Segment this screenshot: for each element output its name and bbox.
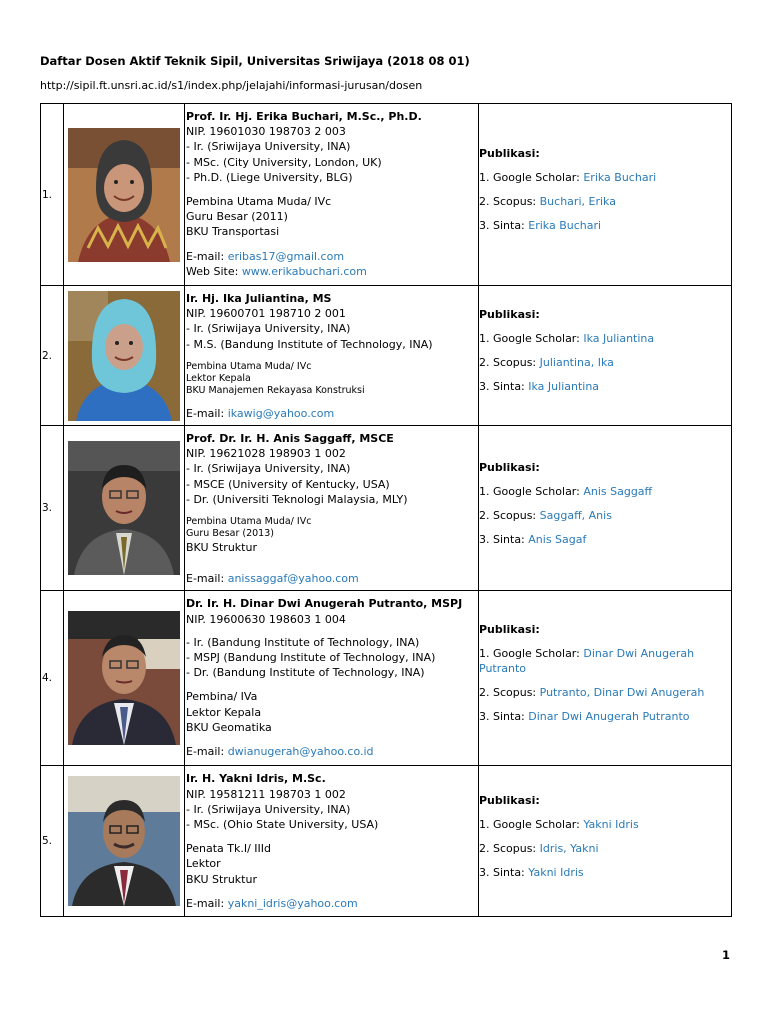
publication-heading: Publikasi: [479,308,540,321]
lecturer-nip: NIP. 19600701 198710 2 001 [186,307,346,321]
photo-cell [64,286,185,426]
publication-heading: Publikasi: [479,793,540,807]
lecturer-position: Guru Besar (2011) [186,210,288,224]
scopus-label: 2. Scopus: [479,686,540,700]
sinta-link[interactable]: Ika Juliantina [528,380,600,393]
lecturer-name: Prof. Dr. Ir. H. Anis Saggaff, MSCE [186,432,394,446]
lecturer-name: Dr. Ir. H. Dinar Dwi Anugerah Putranto, MSPJ [186,597,463,611]
website-label: Web Site: [186,264,242,278]
education-line: - Dr. (Universiti Teknologi Malaysia, MLY) [186,492,408,506]
education-line: - MSPJ (Bandung Institute of Technology, INA) [186,651,436,665]
website-link[interactable]: www.erikabuchari.com [241,264,367,278]
sinta-link[interactable]: Anis Sagaf [528,532,587,546]
scopus-link[interactable]: Idris, Yakni [539,841,599,855]
scopus-label: 2. Scopus: [479,356,540,369]
lecturer-info [185,766,479,917]
lecturer-rank: Penata Tk.I/ IIId [186,842,272,856]
email-label: E-mail: [186,745,228,759]
google-scholar-link[interactable]: Erika Buchari [583,171,657,184]
row-number: 5. [41,766,64,917]
photo-cell [64,766,185,917]
sinta-link[interactable]: Erika Buchari [528,219,602,232]
document-title: Daftar Dosen Aktif Teknik Sipil, Universitas Sriwijaya (2018 08 01) [40,54,470,68]
lecturer-bku: BKU Struktur [186,541,257,555]
education-line: - Ir. (Sriwijaya University, INA) [186,140,351,154]
lecturer-info [185,426,479,591]
education-line: - MSc. (Ohio State University, USA) [186,818,379,832]
education-line: - MSc. (City University, London, UK) [186,155,382,169]
publication-cell [479,426,732,591]
publication-cell [479,286,732,426]
email-link[interactable]: eribas17@gmail.com [227,249,345,263]
lecturer-position: Lektor Kepala [186,372,251,384]
publication-heading: Publikasi: [479,147,540,160]
publication-cell [479,104,732,286]
google-scholar-link[interactable]: Ika Juliantina [583,332,655,345]
sinta-label: 3. Sinta: [479,380,529,393]
lecturer-rank: Pembina/ IVa [186,690,258,704]
lecturer-name: Ir. H. Yakni Idris, M.Sc. [186,772,326,786]
lecturer-photo [68,611,180,745]
lecturer-rank: Pembina Utama Muda/ IVc [186,360,312,372]
scholar-label: 1. Google Scholar: [479,171,584,184]
photo-cell [64,104,185,286]
lecturer-nip: NIP. 19621028 198903 1 002 [186,447,346,461]
sinta-label: 3. Sinta: [479,219,529,232]
scholar-label: 1. Google Scholar: [479,332,584,345]
lecturer-nip: NIP. 19601030 198703 2 003 [186,125,346,139]
row-number: 1. [41,104,64,286]
publication-heading: Publikasi: [479,623,540,637]
table-row [41,104,732,286]
lecturer-bku: BKU Geomatika [186,720,272,734]
education-line: - Dr. (Bandung Institute of Technology, INA) [186,666,425,680]
education-line: - MSCE (University of Kentucky, USA) [186,477,390,491]
table-row [41,286,732,426]
google-scholar-link[interactable]: Anis Saggaff [583,484,653,498]
lecturer-info [185,104,479,286]
website-row [186,264,477,279]
lecturer-name: Prof. Ir. Hj. Erika Buchari, M.Sc., Ph.D. [186,110,422,123]
google-scholar-link[interactable]: Dinar Dwi Anugerah Putranto [479,647,695,676]
lecturer-nip: NIP. 19581211 198703 1 002 [186,787,346,801]
email-row [186,406,477,421]
education-line: - Ir. (Sriwijaya University, INA) [186,462,351,476]
email-link[interactable]: anissaggaf@yahoo.com [227,572,359,586]
lecturer-photo [68,291,180,421]
email-row [186,249,477,264]
photo-cell [64,426,185,591]
email-row [186,571,477,586]
lecturer-info [185,286,479,426]
sinta-label: 3. Sinta: [479,532,529,546]
lecturer-position: Guru Besar (2013) [186,528,274,540]
scopus-label: 2. Scopus: [479,841,540,855]
lecturer-position: Lektor [186,857,221,871]
lecturer-position: Lektor Kepala [186,705,262,719]
email-link[interactable]: ikawig@yahoo.com [227,406,335,420]
email-link[interactable]: dwianugerah@yahoo.co.id [227,745,374,759]
education-line: - Ir. (Sriwijaya University, INA) [186,802,351,816]
scopus-link[interactable]: Buchari, Erika [539,195,616,208]
lecturer-photo [68,776,180,906]
table-row [41,591,732,766]
publication-cell [479,591,732,766]
scopus-label: 2. Scopus: [479,195,540,208]
lecturer-rank: Pembina Utama Muda/ IVc [186,195,332,209]
table-row [41,426,732,591]
row-number: 2. [41,286,64,426]
email-label: E-mail: [186,249,228,263]
lecturer-nip: NIP. 19600630 198603 1 004 [186,612,346,626]
page-number: 1 [722,948,731,962]
publication-cell [479,766,732,917]
scopus-label: 2. Scopus: [479,508,540,522]
row-number: 4. [41,591,64,766]
email-label: E-mail: [186,406,228,420]
scholar-label: 1. Google Scholar: [479,484,584,498]
email-row [186,744,477,759]
lecturer-rank: Pembina Utama Muda/ IVc [186,516,312,528]
lecturer-table [40,103,732,917]
scopus-link[interactable]: Juliantina, Ika [539,356,614,369]
sinta-link[interactable]: Yakni Idris [528,865,584,879]
education-line: - Ir. (Sriwijaya University, INA) [186,322,351,336]
lecturer-bku: BKU Transportasi [186,225,280,239]
sinta-label: 3. Sinta: [479,710,529,724]
table-row [41,766,732,917]
sinta-link[interactable]: Dinar Dwi Anugerah Putranto [528,710,690,724]
email-label: E-mail: [186,896,228,910]
email-link[interactable]: yakni_idris@yahoo.com [227,896,358,910]
scholar-label: 1. Google Scholar: [479,647,584,661]
education-line: - Ir. (Bandung Institute of Technology, INA) [186,635,420,649]
education-line: - M.S. (Bandung Institute of Technology, INA) [186,337,433,351]
lecturer-photo [68,128,180,262]
lecturer-photo [68,441,180,575]
scopus-link[interactable]: Putranto, Dinar Dwi Anugerah [539,686,705,700]
publication-heading: Publikasi: [479,460,540,474]
lecturer-bku: BKU Struktur [186,872,257,886]
scholar-label: 1. Google Scholar: [479,817,584,831]
lecturer-info [185,591,479,766]
lecturer-bku: BKU Manajemen Rekayasa Konstruksi [186,384,365,396]
row-number: 3. [41,426,64,591]
sinta-label: 3. Sinta: [479,865,529,879]
email-row [186,896,477,911]
source-url[interactable]: http://sipil.ft.unsri.ac.id/s1/index.php/jelajahi/informasi-jurusan/dosen [40,79,423,92]
email-label: E-mail: [186,572,228,586]
scopus-link[interactable]: Saggaff, Anis [539,508,612,522]
education-line: - Ph.D. (Liege University, BLG) [186,170,353,184]
lecturer-name: Ir. Hj. Ika Juliantina, MS [186,292,332,305]
google-scholar-link[interactable]: Yakni Idris [583,817,639,831]
photo-cell [64,591,185,766]
